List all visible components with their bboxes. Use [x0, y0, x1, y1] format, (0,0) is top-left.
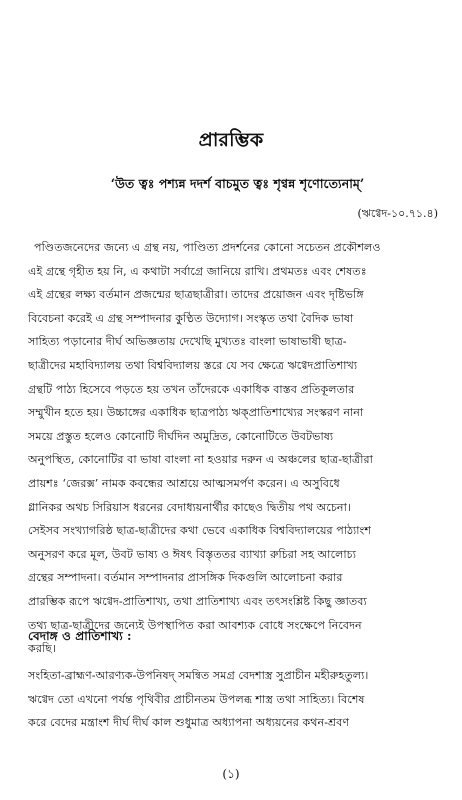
text-line: তথ্য ছাত্র-ছাত্রীদের জন্যেই উপস্থাপিত করা আবশ্যক বোধে সংক্ষেপে নিবেদন: [28, 618, 362, 632]
section-heading: বেদাঙ্গ ও প্রাতিশাখ্য :: [28, 629, 132, 643]
text-line: সময়ে প্রস্তুত হলেও কোনোটি দীর্ঘদিন অমুদ্রিত, কোনোটিতে উবটভাষ্য: [28, 429, 334, 443]
text-line: সেইসব সংখ্যাগরিষ্ঠ ছাত্র-ছাত্রীদের কথা ভেবে একাধিক বিশ্ববিদ্যালয়ের পাঠ্যাংশ: [28, 524, 371, 538]
text-line: বিবেচনা করেই এ গ্রন্থ সম্পাদনার কুণ্ঠিত উদ্যোগ। সংস্কৃত তথা বৈদিক ভাষা: [28, 311, 354, 325]
text-line: প্রায়শঃ ‘জেরক্স’ নামক কবন্ধের আশ্রয়ে আত্মসমর্পণ করেন। এ অসুবিধে: [28, 476, 340, 490]
text-line: ঋগ্বেদ তো এখনো পর্যন্ত পৃথিবীর প্রাচীনতম উপলব্ধ শাস্ত্র তথা সাহিত্য। বিশেষ: [28, 692, 365, 706]
text-line: গ্লানিকর অথচ সিরিয়াস ধরনের বেদাধ্যয়নার্থীর কাছেও দ্বিতীয় পথ অচেনা।: [28, 500, 351, 514]
intro-paragraph: [28, 236, 446, 661]
text-line: সাহিত্য পড়ানোর দীর্ঘ অভিজ্ঞতায় দেখেছি মুখ্যতঃ বাংলা ভাষাভাষী ছাত্র-: [28, 335, 347, 349]
page-number: (১): [222, 767, 240, 781]
text-line: গ্রন্থটি পাঠ্য হিসেবে পড়তে হয় তখন তাঁদেরকে একাধিক বাস্তব প্রতিকূলতার: [28, 382, 355, 396]
text-line: সম্মুখীন হতে হয়। উচ্চাঙ্গের একাধিক ছাত্রপাঠ্য ঋক্প্রাতিশাখ্যের সংস্করণ নানা: [28, 406, 364, 420]
text-line: ছাত্রীদের মহাবিদ্যালয় তথা বিশ্ববিদ্যালয় স্তরে যে সব ক্ষেত্রে ঋগ্বেদপ্রাতিশাখ্য: [28, 358, 358, 372]
text-line: গ্রন্থের সম্পাদনা। বর্তমান সম্পাদনার প্রাসঙ্গিক দিকগুলি আলোচনা করার: [28, 571, 343, 585]
chapter-title: প্রারম্ভিক: [198, 129, 264, 151]
text-line: করছি।: [28, 642, 56, 656]
text-line: সংহিতা-ব্রাহ্মণ-আরণ্যক-উপনিষদ্ সমন্বিত সমগ্র বেদশাস্ত্র সুপ্রাচীন মহীরুহতুল্য।: [28, 669, 369, 682]
text-line: অনুসরণ করে মূল, উবট ভাষ্য ও ঈষৎ বিস্তৃততর ব্যাখ্যা রুচিরা সহ আলোচ্য: [28, 547, 356, 561]
text-line: অনুপস্থিত, কোনোটির বা ভাষা বাংলা না হওয়ার দরুন এ অঞ্চলের ছাত্র-ছাত্রীরা: [28, 453, 373, 467]
text-line: করে বেদের মন্ত্রাংশ দীর্ঘ দীর্ঘ কাল শুধুমাত্র অধ্যাপনা অধ্যয়নের কথন-শ্রবণ: [28, 716, 350, 730]
epigraph-reference: (ঋগ্বেদ-১০.৭১.৪): [357, 207, 438, 220]
section-paragraph: [28, 664, 446, 735]
text-line: এই গ্রন্থের লক্ষ্য বর্তমান প্রজন্মের ছাত্রছাত্রীরা। তাদের প্রয়োজন এবং দৃষ্টিভঙ্গি: [28, 288, 364, 302]
text-line: পণ্ডিতজনেদের জন্যে এ গ্রন্থ নয়, পাণ্ডিত্য প্রদর্শনের কোনো সচেতন প্রকৌশলও: [34, 241, 381, 254]
text-line: প্রারম্ভিক রূপে ঋগ্বেদ-প্রাতিশাখ্য, তথা প্রাতিশাখ্য এবং তৎসংশ্লিষ্ট কিছু জ্ঞাতব্য: [28, 594, 367, 608]
epigraph-verse: ‘উত ত্বঃ পশ্যন্ন দদর্শ বাচমুত ত্বঃ শৃণ্বন্ন শৃণোত্যেনাম্’: [110, 176, 365, 191]
text-line: এই গ্রন্থে গৃহীত হয় নি, এ কথাটা সর্বাগ্রে জানিয়ে রাখি। প্রথমতঃ এবং শেষতঃ: [28, 264, 367, 278]
